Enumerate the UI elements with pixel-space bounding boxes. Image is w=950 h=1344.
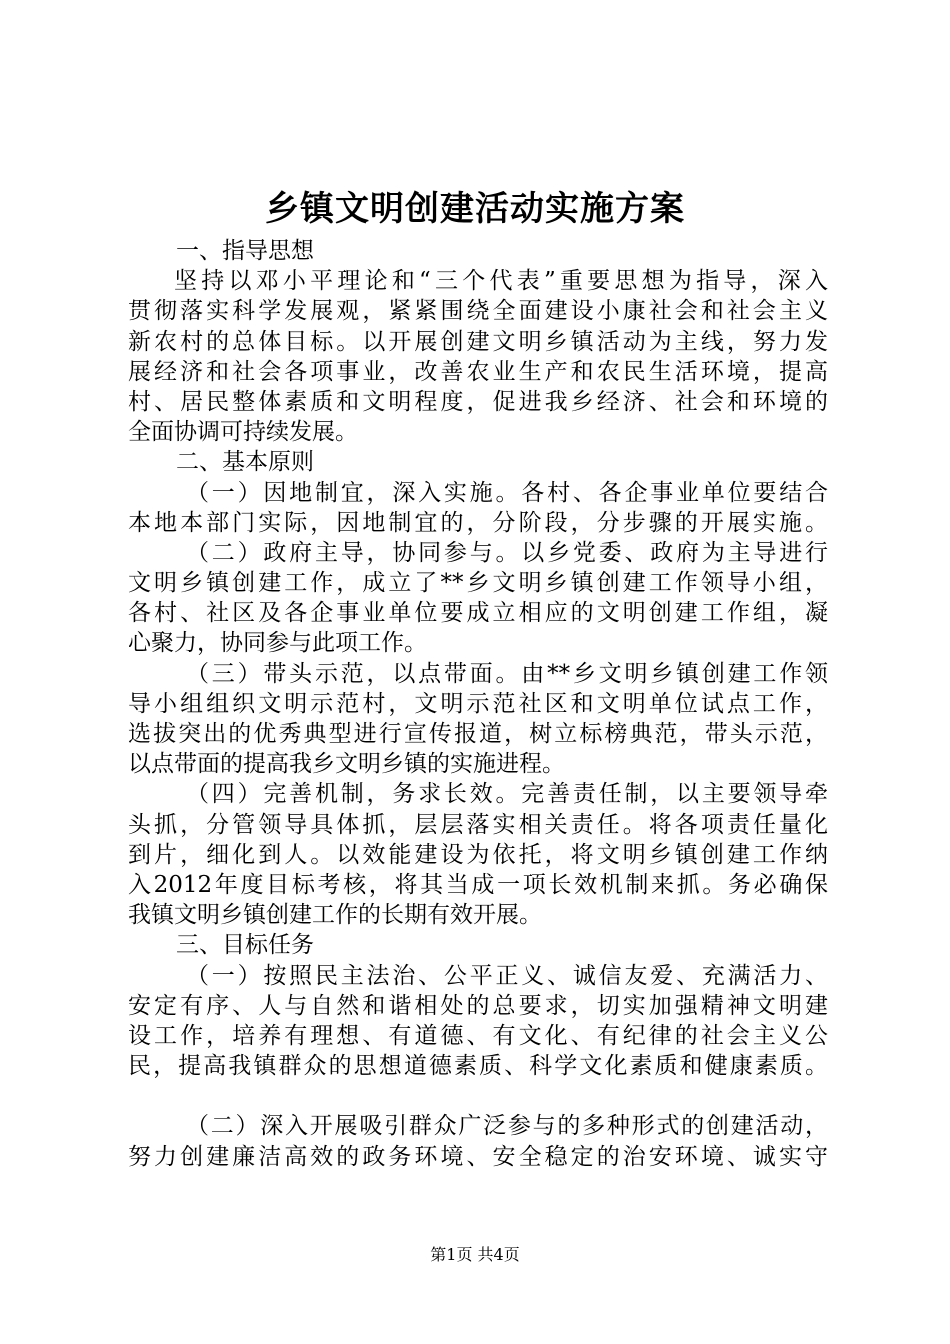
paragraph-line: 选拔突出的优秀典型进行宣传报道，树立标榜典范，带头示范， xyxy=(128,721,828,747)
paragraph-line: 本地本部门实际，因地制宜的，分阶段，分步骤的开展实施。 xyxy=(128,509,828,536)
paragraph-line: 贯彻落实科学发展观，紧紧围绕全面建设小康社会和社会主义 xyxy=(128,298,828,325)
paragraph-gap xyxy=(128,1081,828,1111)
section-heading-basic-principles: 二、基本原则 xyxy=(176,449,314,476)
paragraph-line: （三）带头示范，以点带面。由**乡文明乡镇创建工作领 xyxy=(186,660,828,687)
paragraph-line: 文明乡镇创建工作，成立了**乡文明乡镇创建工作领导小组， xyxy=(128,570,828,597)
paragraph-line: 全面协调可持续发展。 xyxy=(128,419,358,446)
paragraph-line: （一）因地制宜，深入实施。各村、各企事业单位要结合 xyxy=(186,479,828,506)
paragraph-line: 坚持以邓小平理论和“三个代表”重要思想为指导，深入 xyxy=(174,268,828,295)
document-title: 乡镇文明创建活动实施方案 xyxy=(265,189,685,229)
paragraph-line: 各村、社区及各企事业单位要成立相应的文明创建工作组，凝 xyxy=(128,600,828,627)
section-heading-goals-tasks: 三、目标任务 xyxy=(176,932,314,959)
paragraph-line: 安定有序、人与自然和谐相处的总要求，切实加强精神文明建 xyxy=(128,992,828,1019)
paragraph-line: 民，提高我镇群众的思想道德素质、科学文化素质和健康素质。 xyxy=(128,1053,828,1080)
paragraph-line: 到片，细化到人。以效能建设为依托，将文明乡镇创建工作纳 xyxy=(128,841,828,868)
paragraph-line: 头抓，分管领导具体抓，层层落实相关责任。将各项责任量化 xyxy=(128,811,828,838)
page-number-footer: 第1页 共4页 xyxy=(430,1245,520,1264)
paragraph-line: 导小组组织文明示范村，文明示范社区和文明单位试点工作， xyxy=(128,690,828,717)
paragraph-line: （一）按照民主法治、公平正义、诚信友爱、充满活力、 xyxy=(186,962,828,989)
paragraph-line: 以点带面的提高我乡文明乡镇的实施进程。 xyxy=(128,751,565,778)
paragraph-line: 入2012年度目标考核，将其当成一项长效机制来抓。务必确保 xyxy=(128,871,828,898)
paragraph-line: （二）深入开展吸引群众广泛参与的多种形式的创建活动， xyxy=(186,1113,828,1140)
paragraph-line: 村、居民整体素质和文明程度，促进我乡经济、社会和环境的 xyxy=(128,388,828,415)
paragraph-line: 心聚力，协同参与此项工作。 xyxy=(128,630,427,657)
paragraph-line: 展经济和社会各项事业，改善农业生产和农民生活环境，提高 xyxy=(128,358,828,385)
paragraph-line: 我镇文明乡镇创建工作的长期有效开展。 xyxy=(128,902,542,929)
paragraph-line: （二）政府主导，协同参与。以乡党委、政府为主导进行 xyxy=(186,539,828,566)
document-body xyxy=(128,236,828,1172)
paragraph-line: 设工作，培养有理想、有道德、有文化、有纪律的社会主义公 xyxy=(128,1022,828,1049)
paragraph-line: 新农村的总体目标。以开展创建文明乡镇活动为主线，努力发 xyxy=(128,328,828,355)
paragraph-line: （四）完善机制，务求长效。完善责任制，以主要领导牵 xyxy=(186,781,828,808)
paragraph-line: 努力创建廉洁高效的政务环境、安全稳定的治安环境、诚实守 xyxy=(128,1143,828,1170)
section-heading-guiding-ideology: 一、指导思想 xyxy=(176,238,314,264)
